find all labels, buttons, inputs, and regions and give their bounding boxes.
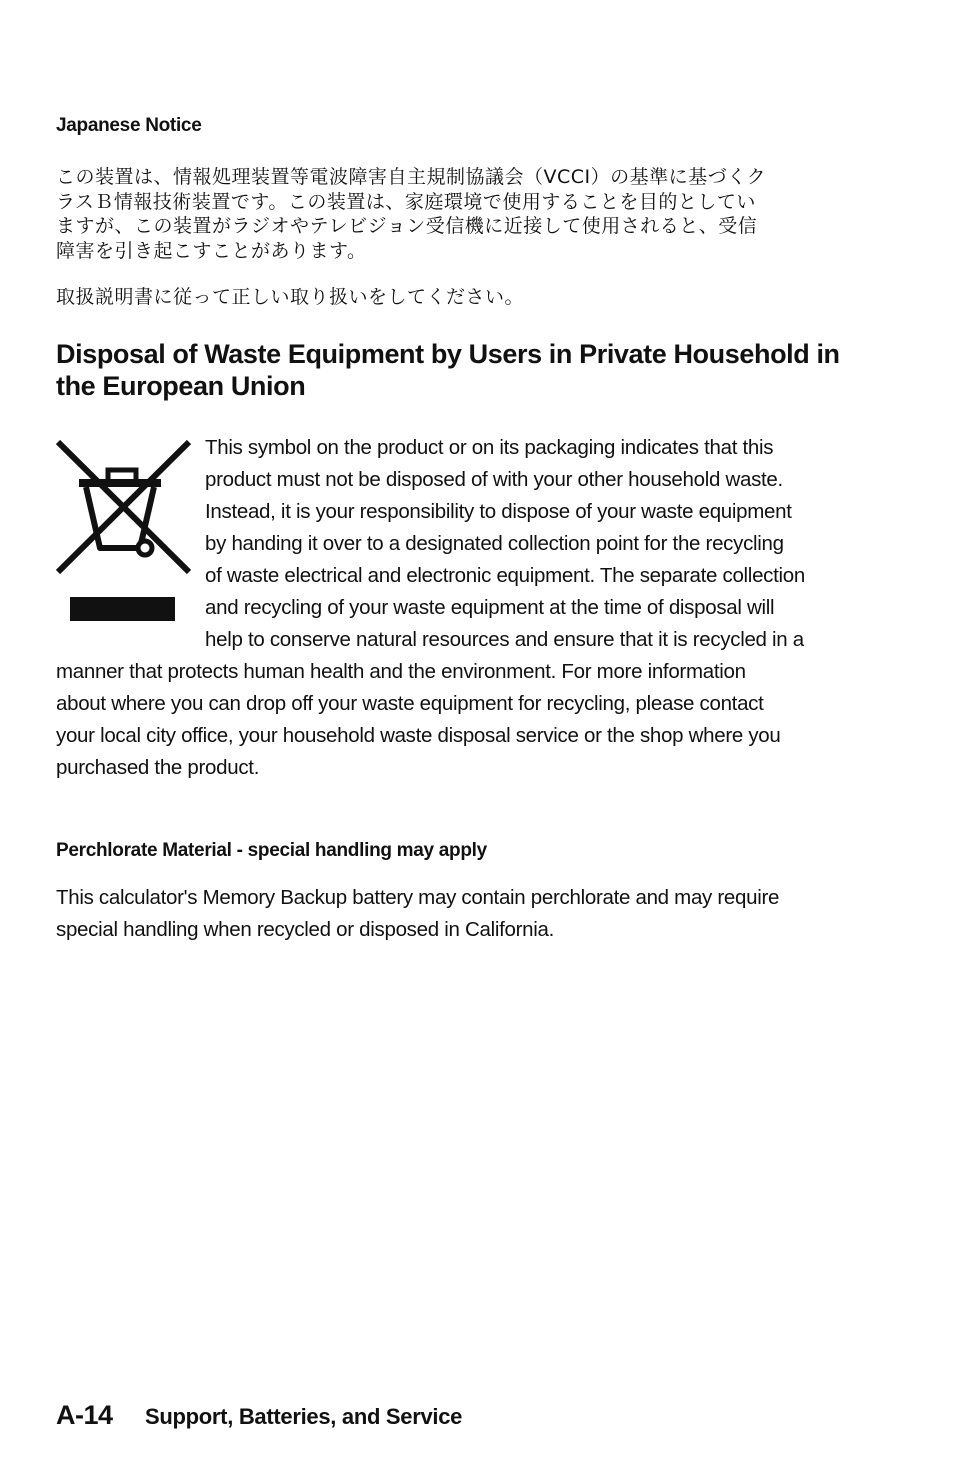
japanese-notice-line: 障害を引き起こすことがあります。 (56, 239, 367, 262)
disposal-heading (56, 338, 856, 402)
disposal-heading-line: the European Union (56, 371, 306, 401)
text-line: your local city office, your household waste disposal service or the shop where you (56, 724, 781, 747)
text-line: Instead, it is your responsibility to dispose of your waste equipment (205, 500, 792, 523)
page-footer (56, 1400, 462, 1431)
disposal-description (56, 432, 848, 784)
text-line: product must not be disposed of with your other household waste. (205, 468, 783, 491)
text-line: This symbol on the product or on its packaging indicates that this (205, 436, 774, 459)
perchlorate-description (56, 882, 848, 946)
footer-section-title: Support, Batteries, and Service (144, 1404, 463, 1429)
disposal-full-width-text (56, 656, 848, 784)
disposal-wrapped-text (56, 432, 848, 656)
text-line: special handling when recycled or disposed in California. (56, 918, 554, 941)
text-line: of waste electrical and electronic equipment. The separate collection (205, 564, 805, 587)
disposal-heading-line: Disposal of Waste Equipment by Users in Private Household in (56, 339, 840, 369)
japanese-notice-line: ラスＢ情報技術装置です。この装置は、家庭環境で使用することを目的としてい (56, 190, 756, 213)
japanese-notice-line: この装置は、情報処理装置等電波障害自主規制協議会（VCCI）の基準に基づくク (56, 166, 767, 188)
text-line: about where you can drop off your waste equipment for recycling, please contact (56, 692, 764, 715)
japanese-handling-instruction: 取扱説明書に従って正しい取り扱いをしてください。 (56, 286, 525, 308)
text-line: purchased the product. (56, 756, 260, 779)
document-page (56, 0, 848, 1480)
text-line: by handing it over to a designated collection point for the recycling (205, 532, 784, 555)
perchlorate-heading: Perchlorate Material - special handling may apply (56, 840, 487, 861)
text-line: help to conserve natural resources and ensure that it is recycled in a (205, 628, 804, 651)
text-line: and recycling of your waste equipment at the time of disposal will (205, 596, 775, 619)
text-line: This calculator's Memory Backup battery may contain perchlorate and may require (56, 886, 780, 909)
japanese-notice-paragraph (56, 165, 851, 263)
page-number: A-14 (56, 1400, 113, 1430)
japanese-notice-line: ますが、この装置がラジオやテレビジョン受信機に近接して使用されると、受信 (56, 215, 758, 237)
japanese-notice-heading: Japanese Notice (56, 115, 202, 136)
text-line: manner that protects human health and the environment. For more information (56, 660, 746, 683)
